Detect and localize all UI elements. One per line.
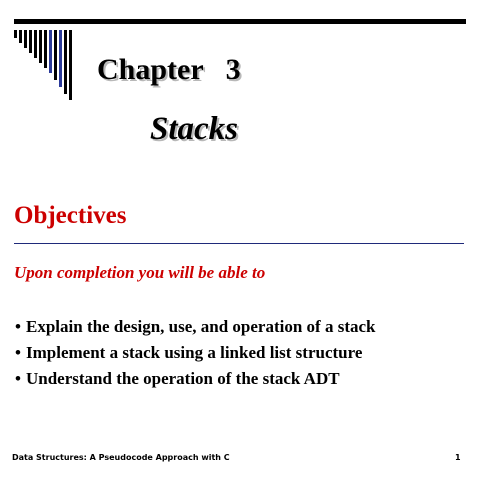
section-heading: Objectives (14, 202, 127, 229)
lead-text: Upon completion you will be able to (14, 263, 266, 282)
list-item (15, 340, 376, 366)
list-item-text: Understand the operation of the stack ADT (26, 369, 340, 388)
stripes-ornament-icon (0, 0, 100, 110)
list-item-text: Explain the design, use, and operation of a stack (26, 317, 376, 336)
bullet-icon: • (15, 343, 21, 362)
heading-divider (14, 243, 464, 244)
chapter-title: Chapter 3 (97, 53, 241, 86)
objectives-list (15, 314, 376, 392)
chapter-subtitle: Stacks (150, 111, 239, 147)
bullet-icon: • (15, 317, 21, 336)
page-number: 1 (455, 453, 461, 462)
list-item (15, 366, 376, 392)
bullet-icon: • (15, 369, 21, 388)
list-item (15, 314, 376, 340)
list-item-text: Implement a stack using a linked list structure (26, 343, 363, 362)
footer-book-title: Data Structures: A Pseudocode Approach with C (12, 453, 230, 462)
